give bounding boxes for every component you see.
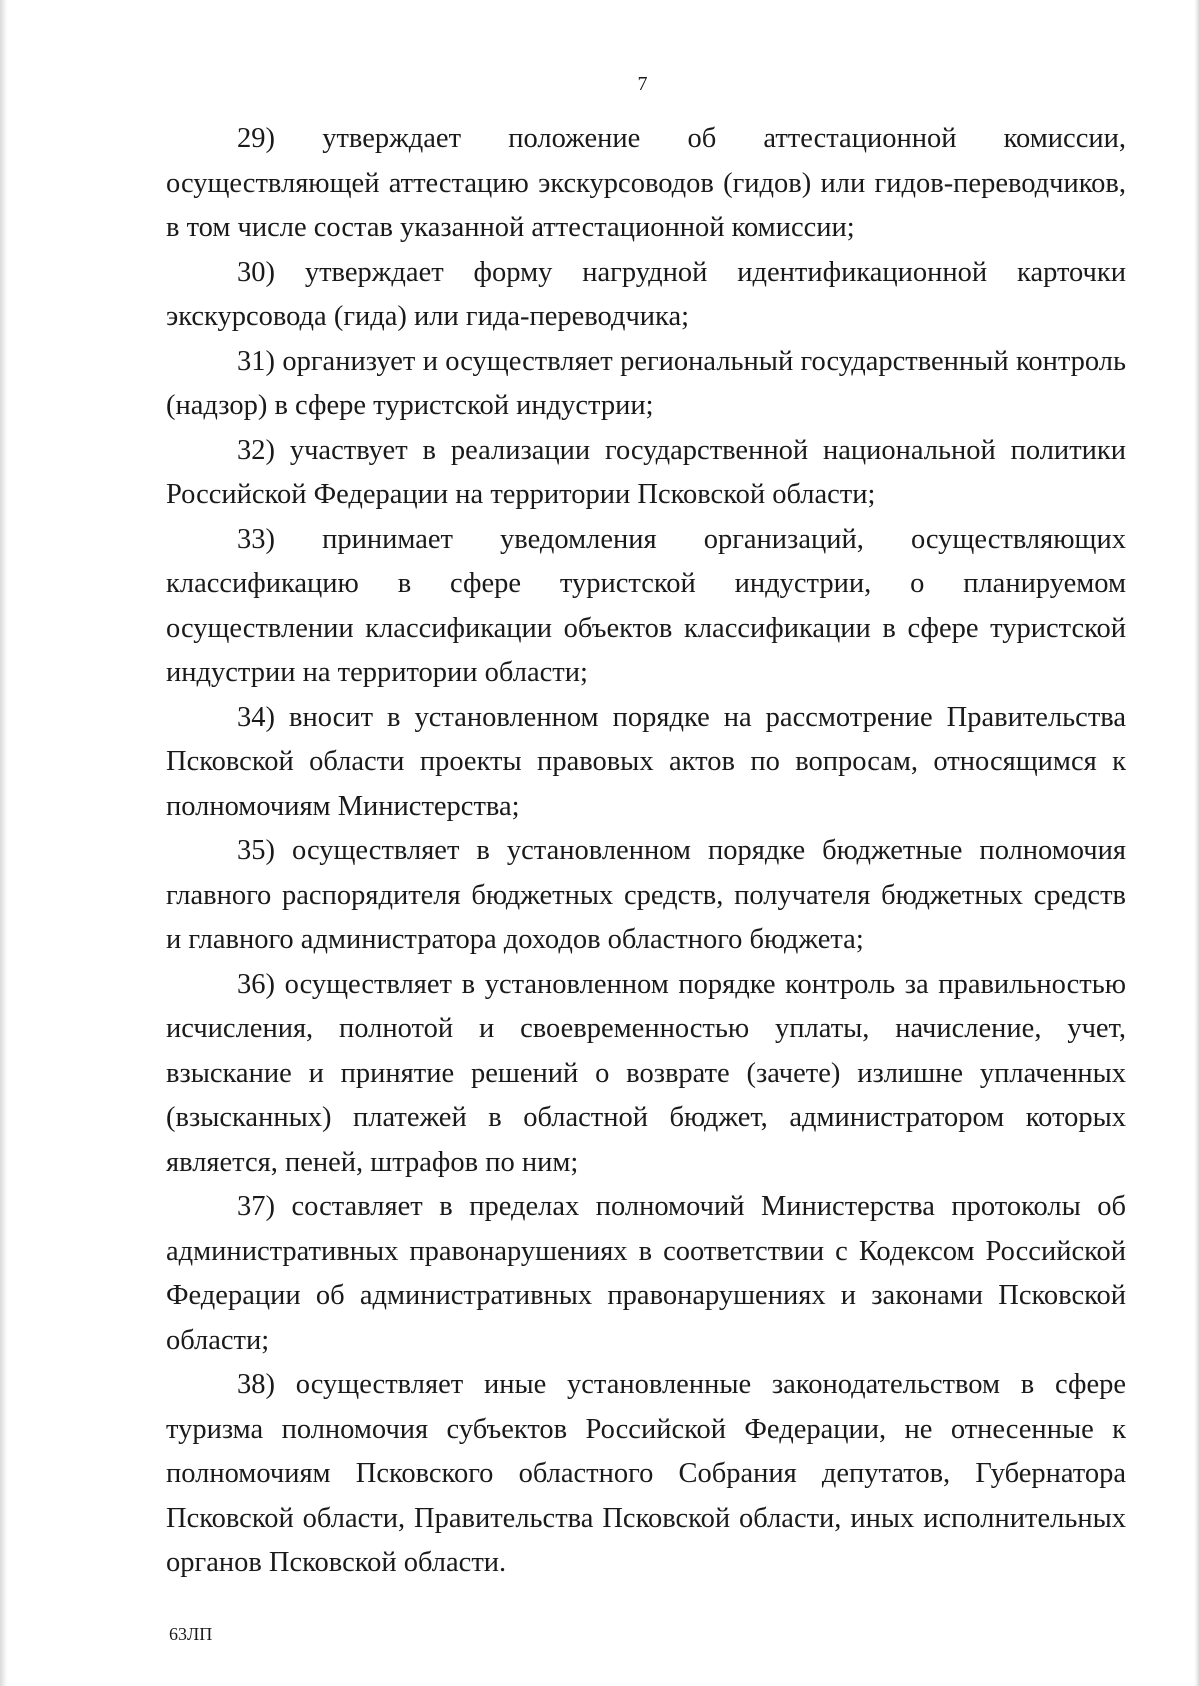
clause-35: 35) осуществляет в установленном порядке бюджетные полномочия главного распорядителя бюджетных средств, получателя бюджетных средств и главного администратора доходов областного бюджета; xyxy=(166,835,1126,955)
clause-30: 30) утверждает форму нагрудной идентификационной карточки экскурсовода (гида) или гида-переводчика; xyxy=(166,256,1126,332)
clause-33: 33) принимает уведомления организаций, осуществляющих классификацию в сфере туристской индустрии, о планируемом осуществлении классификации объектов классификации в сфере туристской индустрии на территории области; xyxy=(166,523,1126,688)
clause-29: 29) утверждает положение об аттестационной комиссии, осуществляющей аттестацию экскурсоводов (гидов) или гидов-переводчиков, в том числе состав указанной аттестационной комиссии; xyxy=(166,123,1126,243)
document-body xyxy=(166,117,1126,1586)
scan-edge-left xyxy=(0,0,8,1686)
page-number: 7 xyxy=(637,73,648,95)
clause-38: 38) осуществляет иные установленные законодательством в сфере туризма полномочия субъектов Российской Федерации, не отнесенные к полномочиям Псковского областного Собрания депутатов, Губернатора Псковской области, Правительства Псковской области, иных исполнительных органов Псковской области. xyxy=(166,1369,1126,1578)
clause-37: 37) составляет в пределах полномочий Министерства протоколы об административных правонарушениях в соответствии с Кодексом Российской Федерации об административных правонарушениях и законами Псковской области; xyxy=(166,1191,1126,1356)
scan-edge-right xyxy=(1194,0,1200,1686)
clause-31: 31) организует и осуществляет региональный государственный контроль (надзор) в сфере туристской индустрии; xyxy=(166,345,1126,421)
document-code: 63ЛП xyxy=(169,1624,213,1644)
clause-32: 32) участвует в реализации государственной национальной политики Российской Федерации на территории Псковской области; xyxy=(166,434,1126,510)
clause-34: 34) вносит в установленном порядке на рассмотрение Правительства Псковской области проекты правовых актов по вопросам, относящимся к полномочиям Министерства; xyxy=(166,701,1126,822)
clause-36: 36) осуществляет в установленном порядке контроль за правильностью исчисления, полнотой и своевременностью уплаты, начисление, учет, взыскание и принятие решений о возврате (зачете) излишне уплаченных (взысканных) платежей в областной бюджет, администратором которых является, пеней, штрафов по ним; xyxy=(166,968,1126,1178)
